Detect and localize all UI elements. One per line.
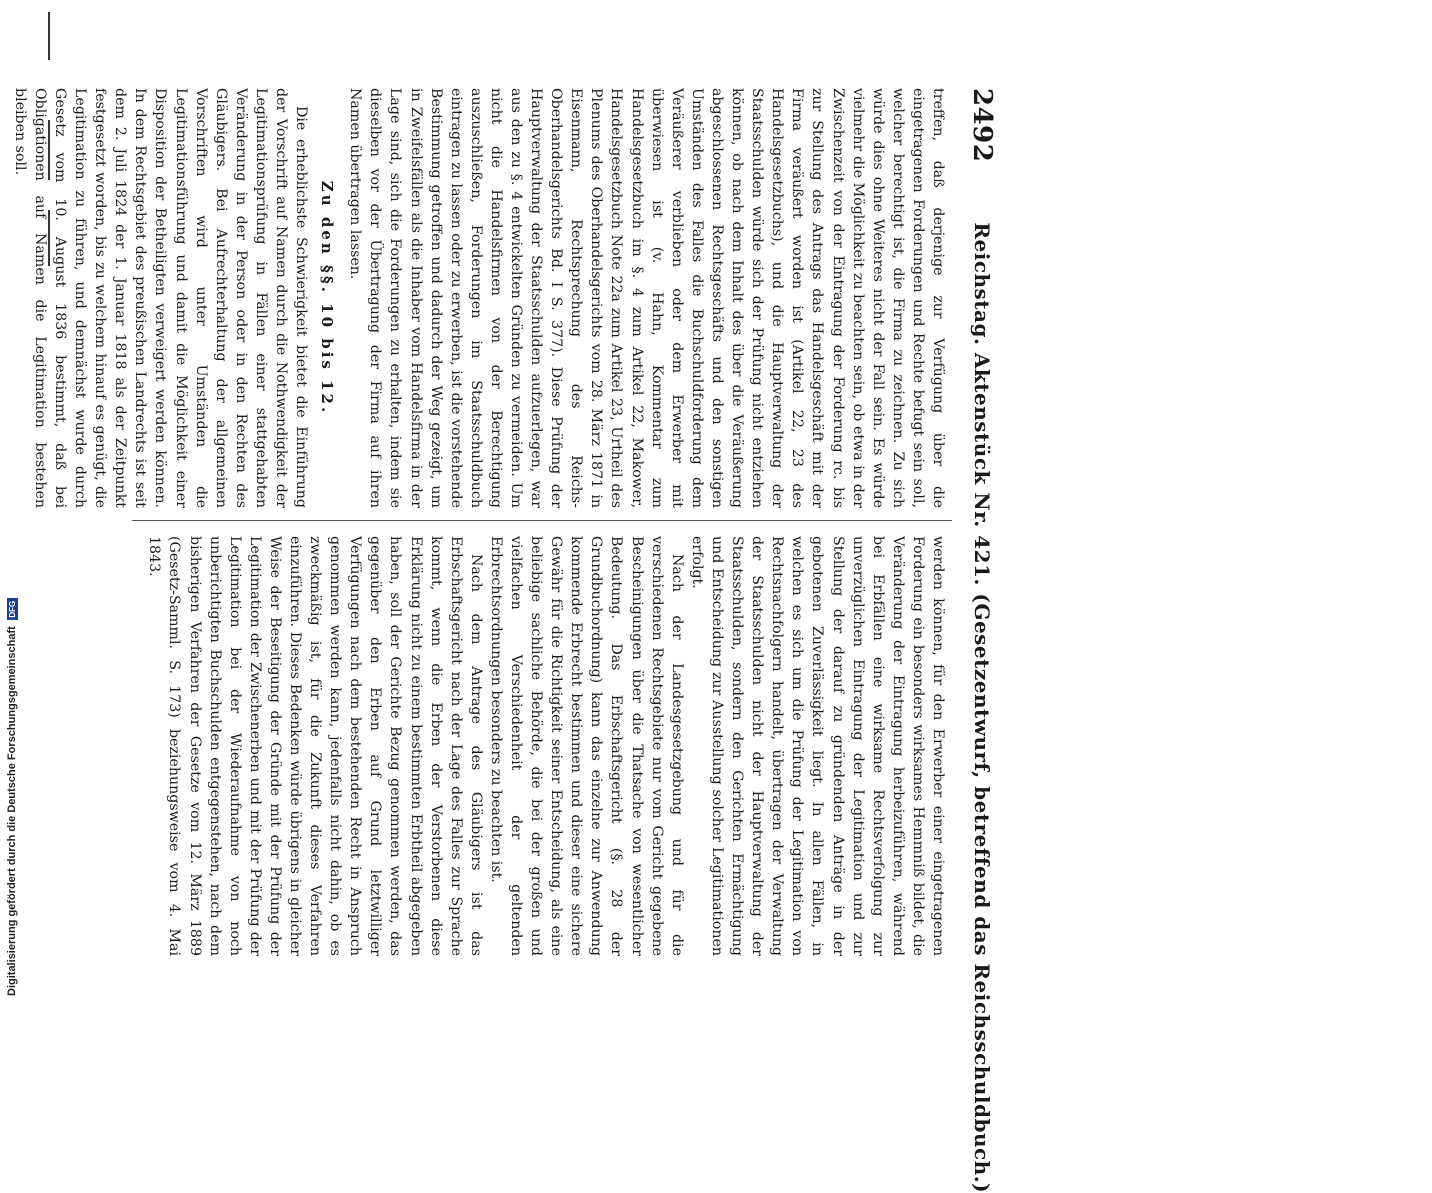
page-number: 2492 — [967, 88, 997, 163]
paragraph: Nach der Landesgesetzgebung und für die verschiedenen Rechtsgebiete nur vom Gericht gegebene Bescheinigungen über die Thatsache von wesentlicher Bedeutung. Das Erbschaftsgericht (§. 28 der Grundbuchordnung) kann das einzelne zur Anwendung kommende Erbrecht bestimmen und dieser eine sichere Gewähr für die Richtigkeit seiner Entscheidung, als eine beliebige sachliche Behörde, die bei der großen und vielfachen Verschiedenheit der geltenden Erbrechtsordnungen besonders zu beachten ist. — [487, 536, 685, 956]
paragraph: Die erheblichste Schwierigkeit bietet die Einführung der Vorschrift auf Namen durch die Nothwendigkeit der Legitimationsprüfung in Fällen einer stattgehabten Veränderung in der Person oder in den Rechten des Gläubigers. Bei Aufrechterhaltung der allgemeinen Vorschriften wird unter Umständen die Legitimationsführung und damit die Möglichkeit einer Disposition der Betheiligten verweigert werden können. In dem Rechtsgebiet des preußischen Landrechts ist seit dem 2. Juli 1824 der 1. Januar 1818 als der Zeitpunkt festgesetzt worden, bis zu welchem hinauf es genügt, die Legitimation zu führen, und demnächst wurde durch Gesetz vom 10. August 1836 bestimmt, daß bei Obligationen auf Namen die Legitimation bestehen bleiben soll. — [11, 88, 310, 508]
digitization-attribution — [6, 598, 18, 996]
paragraph: werden können, für den Erwerber einer eingetragenen Forderung ein besonders wirksames Hemmniß bildet, die Veränderung der Eintragung herbeizuführen, während bei Erbfällen eine wirksame Rechtsverfolgung zur unverzüglichen Eintragung der Legitimation und zur Stellung der darauf zu gründenden Anträge in der gebotenen Zuverlässigkeit liegt. In allen Fällen, in welchen es sich um die Prüfung der Legitimation von Rechtsnachfolgern handelt, übertragen der Verwaltung der Staatsschulden nicht der Hauptverwaltung der Staatsschulden, sondern den Gerichten Ermächtigung und Entscheidung zur Ausstellung solcher Legitimationen erfolgt. — [688, 536, 946, 956]
paragraph: Nach dem Antrage des Gläubigers ist das Erbschaftsgericht nach der Lage des Falles zur Sprache kommt, wenn die Erben der Verstorbenen diese Erklärung nicht zu einem bestimmten Erbtheil abgegeben haben, soll der Gerichte Bezug genommen werden, das gegenüber den Erben auf Grund letztwilliger Verfügungen nach dem bestehenden Recht in Anspruch genommen werden kann, jedenfalls nicht dahin, ob es zweckmäßig ist, für die Zukunft dieses Verfahren einzuführen. Dieses Bedenken würde übrigens in gleicher Weise der Beseitigung der Gründe mit der Prüfung der Legitimation der Zwischenerben und mit der Prüfung der Legitimation bei der Wiederaufnahme von noch unberichtigten Buchschulden entgegenstehen, nach dem bisherigen Verfahren der Gesetze vom 12. März 1889 (Gesetz-Samml. S. 173) beziehungsweise vom 4. Mai 1843. — [146, 536, 484, 956]
section-heading: Zu den §§. 10 bis 12. — [318, 180, 337, 416]
right-column — [128, 536, 948, 956]
column-divider — [132, 520, 952, 521]
paragraph: treffen, daß derjenige zur Verfügung über die eingetragenen Forderungen und Rechte befugt sein soll, welcher berechtigt ist, die Firma zu zeichnen. Zu sich würde dies ohne Weiteres nicht der Fall sein. Es würde vielmehr die Möglichkeit zu beachten sein, ob etwa in der Zwischenzeit von der Eintragung der Forderung rc. bis zur Stellung des Antrags das Handelsgeschäft mit der Firma veräußert worden ist (Artikel 22, 23 des Handelsgesetzbuchs), und die Hauptverwaltung der Staatsschulden würde sich der Prüfung nicht entziehen können, ob nach dem Inhalt des über die Veräußerung abgeschlossenen Rechtsgeschäfts und den sonstigen Umständen des Falles die Buchschuldforderung dem Veräußerer verblieben oder dem Erwerber mit überwiesen ist (v. Hahn, Kommentar zum Handelsgesetzbuch im §. 4 zum Artikel 22, Makower, Handelsgesetzbuch Note 22a zum Artikel 23, Urtheil des Plenums des Oberhandelsgerichts vom 28. März 1871 in Eisenmann, Rechtsprechung des Reichs-Oberhandelsgerichts Bd. I S. 377). Diese Prüfung der Hauptverwaltung der Staatsschulden aufzuerlegen, war aus den zu §. 4 entwickelten Gründen zu vermeiden. Um nicht die Handelsfirmen von der Berechtigung auszuschließen, Forderungen im Staatsschuldbuch eintragen zu lassen oder zu erwerben, ist die vorstehende Bestimmung getroffen und dadurch der Weg gezeigt, um in Zweifelsfällen als die Inhaber vom Handelsfirma in der Lage sind, sich die Forderungen zu erhalten, indem sie dieselben vor der Übertragung der Firma auf ihren Namen übertragen lassen. — [347, 88, 946, 508]
page-header — [964, 88, 1000, 1193]
left-column — [11, 88, 948, 508]
attribution-text: Digitalisierung gefördert durch die Deutsche Forschungsgemeinschaft — [6, 626, 18, 996]
page-title: Reichstag. Aktenstück Nr. 421. (Gesetzentwurf, betreffend das Reichsschuldbuch.) — [970, 222, 994, 1193]
dfg-logo: DFG — [7, 598, 18, 620]
